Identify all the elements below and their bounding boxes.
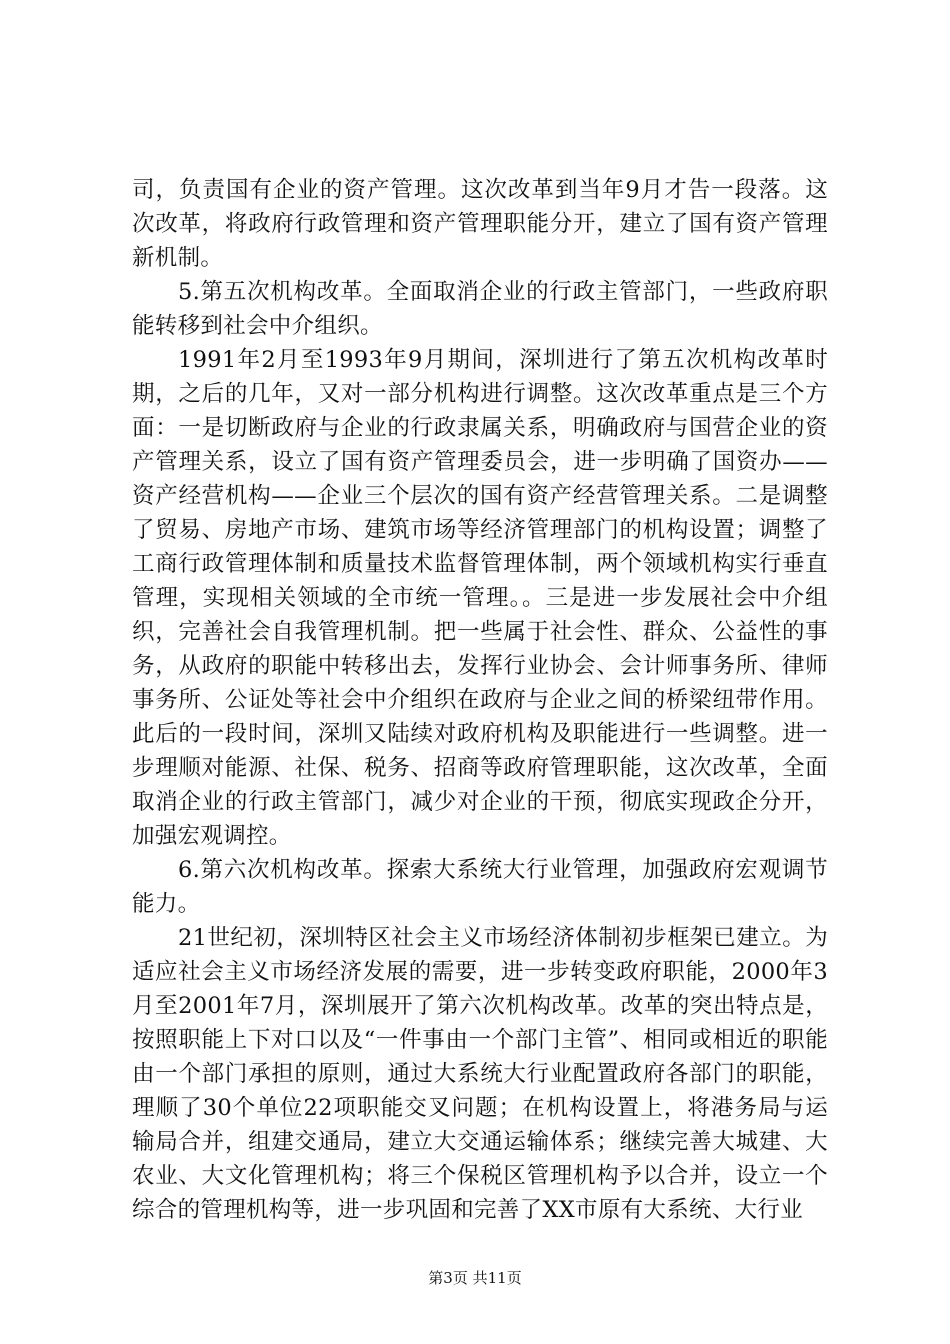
page-number-footer: 第3页 共11页 xyxy=(428,1269,522,1287)
paragraph-heading-sixth-reform: 6.第六次机构改革。探索大系统大行业管理，加强政府宏观调节能力。 xyxy=(132,857,828,917)
document-body xyxy=(132,173,828,1227)
paragraph-heading-fifth-reform: 5.第五次机构改革。全面取消企业的行政主管部门，一些政府职能转移到社会中介组织。 xyxy=(132,279,828,339)
paragraph-continuation: 司，负责国有企业的资产管理。这次改革到当年9月才告一段落。这次改革，将政府行政管理和资产管理职能分开，建立了国有资产管理新机制。 xyxy=(132,177,828,271)
paragraph-fifth-reform-body: 1991年2月至1993年9月期间，深圳进行了第五次机构改革时期，之后的几年，又对一部分机构进行调整。这次改革重点是三个方面：一是切断政府与企业的行政隶属关系，明确政府与国营企业的资产管理关系，设立了国有资产管理委员会，进一步明确了国资办——资产经营机构——企业三个层次的国有资产经营管理关系。二是调整了贸易、房地产市场、建筑市场等经济管理部门的机构设置；调整了工商行政管理体制和质量技术监督管理体制，两个领域机构实行垂直管理，实现相关领域的全市统一管理。。三是进一步发展社会中介组织，完善社会自我管理机制。把一些属于社会性、群众、公益性的事务，从政府的职能中转移出去，发挥行业协会、会计师事务所、律师事务所、公证处等社会中介组织在政府与企业之间的桥梁纽带作用。此后的一段时间，深圳又陆续对政府机构及职能进行一些调整。进一步理顺对能源、社保、税务、招商等政府管理职能，这次改革，全面取消企业的行政主管部门，减少对企业的干预，彻底实现政企分开，加强宏观调控。 xyxy=(132,347,828,849)
paragraph-sixth-reform-body: 21世纪初，深圳特区社会主义市场经济体制初步框架已建立。为适应社会主义市场经济发展的需要，进一步转变政府职能，2000年3月至2001年7月，深圳展开了第六次机构改革。改革的突出特点是，按照职能上下对口以及“一件事由一个部门主管”、相同或相近的职能由一个部门承担的原则，通过大系统大行业配置政府各部门的职能，理顺了30个单位22项职能交叉问题；在机构设置上，将港务局与运输局合并，组建交通局，建立大交通运输体系；继续完善大城建、大农业、大文化管理机构；将三个保税区管理机构予以合并，设立一个综合的管理机构等，进一步巩固和完善了XX市原有大系统、大行业 xyxy=(132,925,828,1223)
